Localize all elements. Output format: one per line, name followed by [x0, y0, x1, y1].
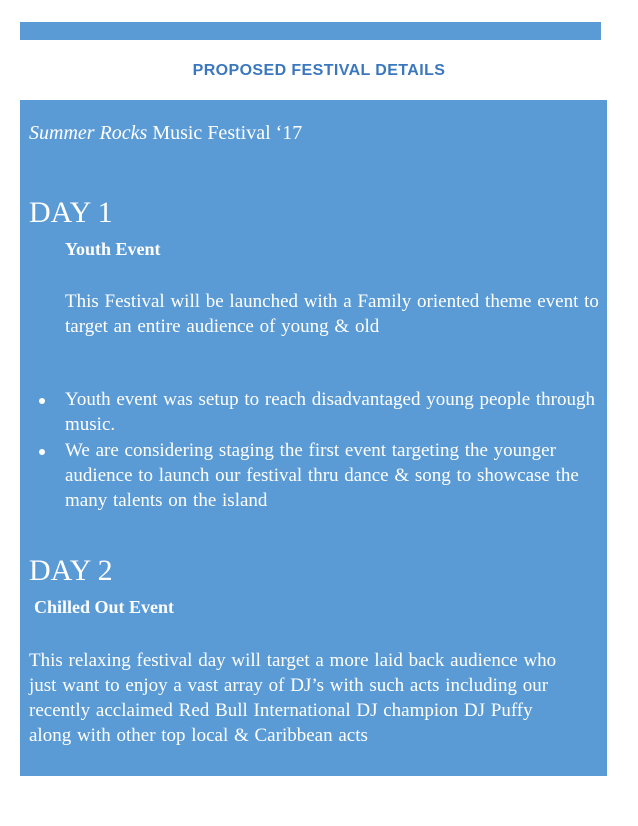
bullet-text: Youth event was setup to reach disadvantaged young people through music.	[65, 389, 595, 435]
day2-event-name: Chilled Out Event	[34, 597, 175, 617]
festival-name-rest: Music Festival ‘17	[147, 122, 303, 144]
list-item	[35, 438, 595, 513]
details-panel	[20, 100, 607, 776]
page-heading: PROPOSED FESTIVAL DETAILS	[192, 62, 446, 79]
festival-name-italic: Summer Rocks	[29, 122, 148, 144]
list-item	[35, 387, 595, 437]
top-decorative-band	[20, 22, 601, 40]
day1-description: This Festival will be launched with a Family oriented theme event to target an entire audience of young & old	[65, 291, 599, 337]
day2-description: This relaxing festival day will target a more laid back audience who just want to enjoy a vast array of DJ’s with such acts including our recently acclaimed Red Bull International DJ champion DJ Puffy along with other top local & Caribbean acts	[29, 650, 557, 746]
day1-bullet-list	[35, 387, 595, 514]
bullet-icon	[39, 449, 45, 455]
day2-heading: DAY 2	[29, 554, 113, 587]
bullet-text: We are considering staging the first event targeting the younger audience to launch our festival thru dance & song to showcase the many talents on the island	[65, 440, 579, 511]
day1-heading: DAY 1	[29, 196, 113, 229]
festival-title	[29, 120, 302, 146]
bullet-icon	[39, 398, 45, 404]
day1-event-name: Youth Event	[65, 239, 161, 259]
